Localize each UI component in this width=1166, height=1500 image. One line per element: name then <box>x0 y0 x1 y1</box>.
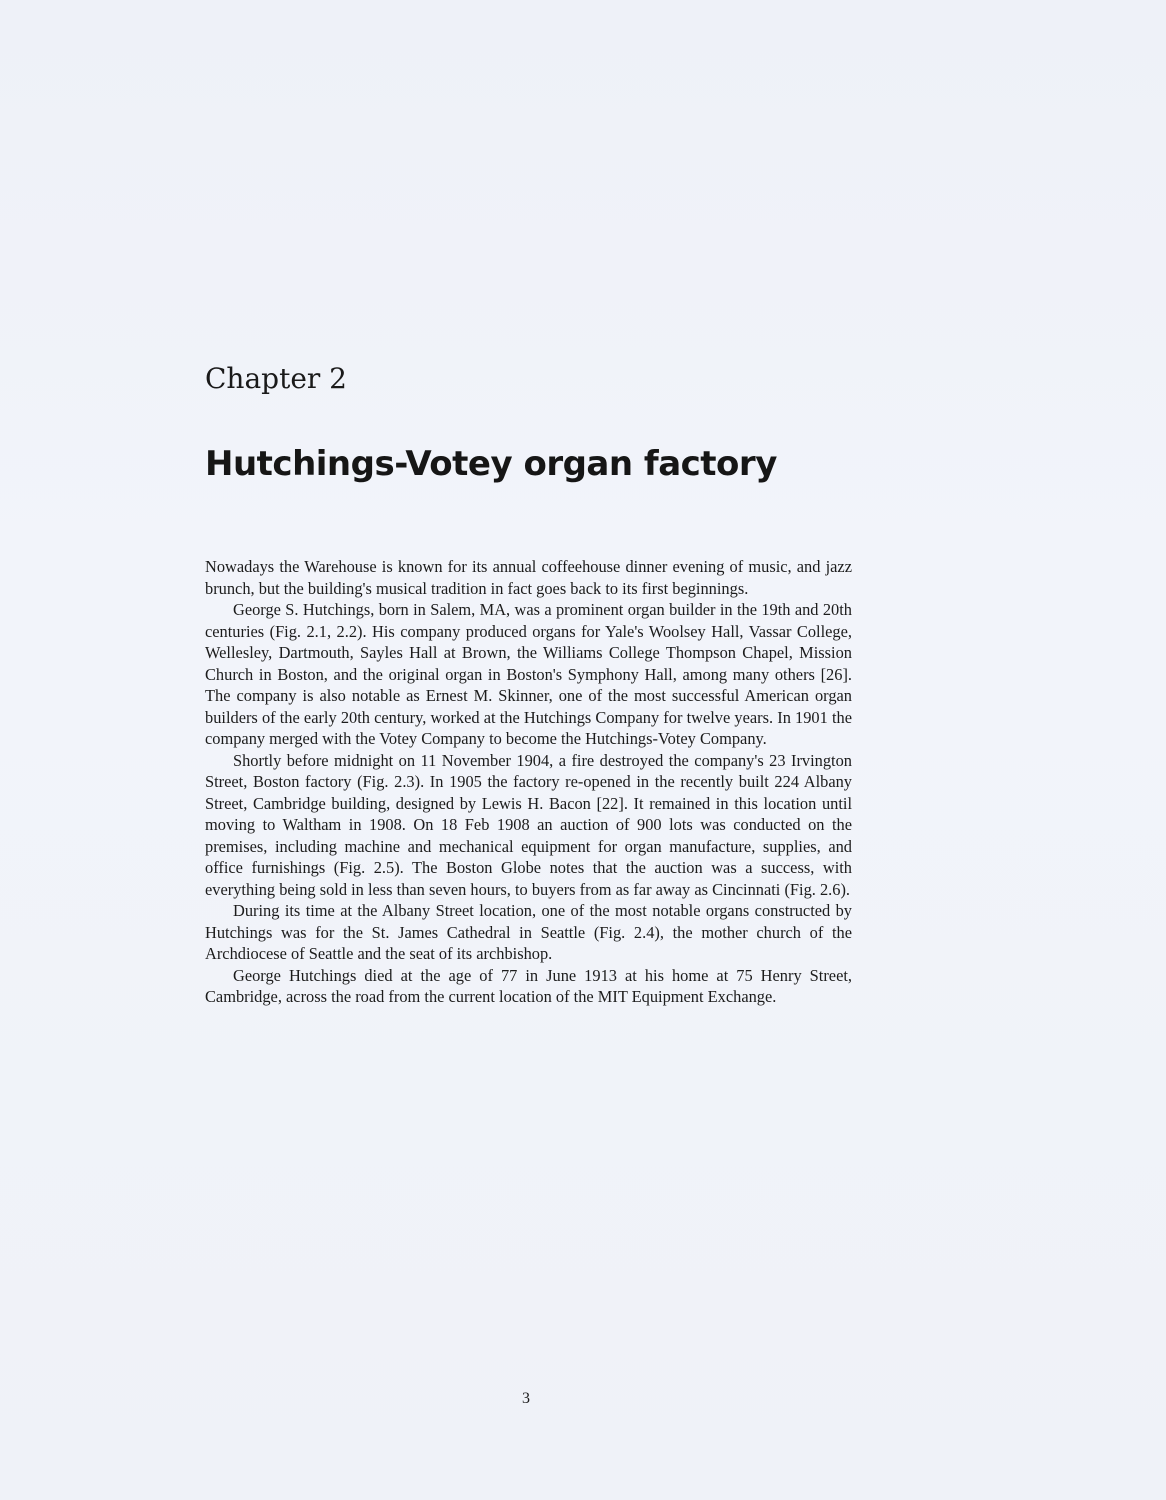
chapter-body <box>205 556 852 1008</box>
chapter-title: Hutchings-Votey organ factory <box>205 444 777 484</box>
page-number: 3 <box>522 1390 530 1407</box>
paragraph: During its time at the Albany Street location, one of the most notable organs constructed by Hutchings was for the St. James Cathedral in Seattle (Fig. 2.4), the mother church of the Archdiocese of Seattle and the seat of its archbishop. <box>205 901 852 963</box>
paragraph: George S. Hutchings, born in Salem, MA, was a prominent organ builder in the 19th and 20th centuries (Fig. 2.1, 2.2). His company produced organs for Yale's Woolsey Hall, Vassar College, Wellesley, Dartmouth, Sayles Hall at Brown, the Williams College Thompson Chapel, Mission Church in Boston, and the original organ in Boston's Symphony Hall, among many others [26]. The company is also notable as Ernest M. Skinner, one of the most successful American organ builders of the early 20th century, worked at the Hutchings Company for twelve years. In 1901 the company merged with the Votey Company to become the Hutchings-Votey Company. <box>205 600 852 748</box>
paragraph: Nowadays the Warehouse is known for its annual coffeehouse dinner evening of music, and jazz brunch, but the building's musical tradition in fact goes back to its first beginnings. <box>205 557 852 598</box>
paragraph: Shortly before midnight on 11 November 1904, a fire destroyed the company's 23 Irvington Street, Boston factory (Fig. 2.3). In 1905 the factory re-opened in the recently built 224 Albany Street, Cambridge building, designed by Lewis H. Bacon [22]. It remained in this location until moving to Waltham in 1908. On 18 Feb 1908 an auction of 900 lots was conducted on the premises, including machine and mechanical equipment for organ manufacture, supplies, and office furnishings (Fig. 2.5). The Boston Globe notes that the auction was a success, with everything being sold in less than seven hours, to buyers from as far away as Cincinnati (Fig. 2.6). <box>205 750 852 899</box>
chapter-label: Chapter 2 <box>205 362 347 395</box>
paragraph: George Hutchings died at the age of 77 in June 1913 at his home at 75 Henry Street, Cambridge, across the road from the current location of the MIT Equipment Exchange. <box>205 965 852 1006</box>
